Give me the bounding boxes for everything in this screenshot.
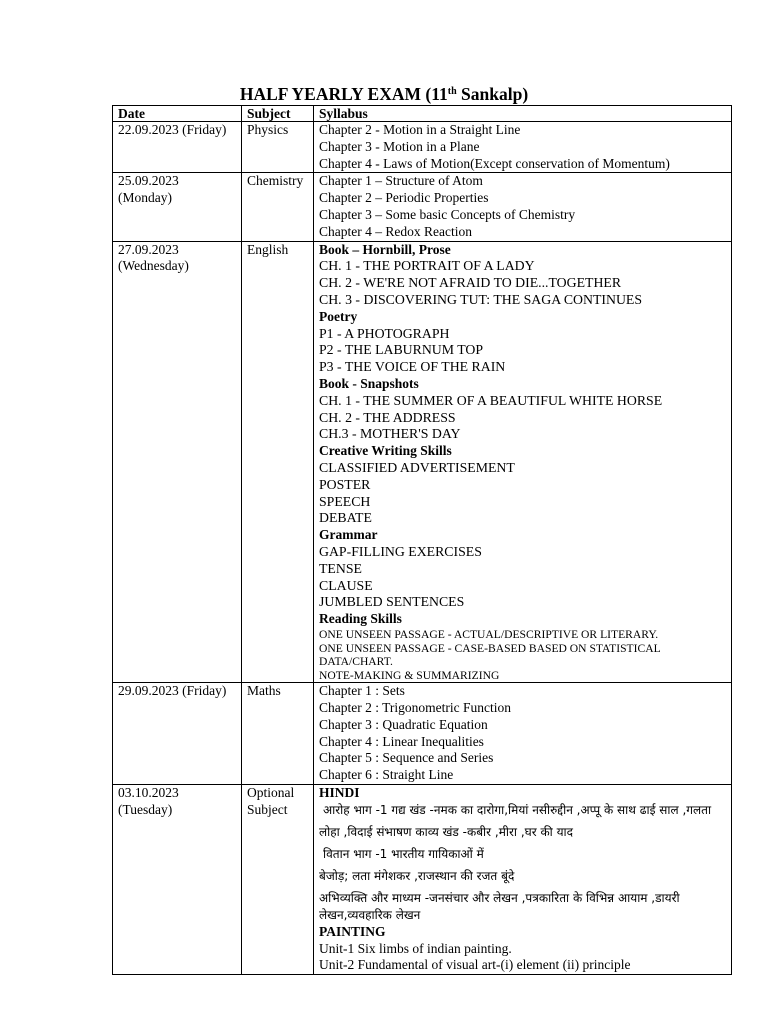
syllabus-cell-line: CH. 1 - THE PORTRAIT OF A LADY	[319, 258, 535, 274]
syllabus-cell	[314, 241, 732, 683]
syllabus-cell	[314, 122, 732, 173]
syllabus-cell-line: Chapter 4 - Laws of Motion(Except conservation of Momentum)	[319, 155, 670, 171]
date-header: Date	[113, 106, 242, 122]
syllabus-cell-line: ONE UNSEEN PASSAGE - ACTUAL/DESCRIPTIVE OR LITERARY.	[319, 627, 659, 641]
syllabus-cell-line: SPEECH	[319, 493, 371, 509]
syllabus-cell-line: CH. 1 - THE SUMMER OF A BEAUTIFUL WHITE HORSE	[319, 392, 663, 408]
syllabus-cell-line: GAP-FILLING EXERCISES	[319, 543, 482, 559]
date-cell-line: (Monday)	[118, 190, 172, 206]
date-cell	[113, 683, 242, 785]
date-cell	[113, 122, 242, 173]
exam-schedule-table	[112, 105, 732, 975]
syllabus-cell-line: Poetry	[319, 308, 358, 324]
syllabus-cell-line: Reading Skills	[319, 611, 402, 627]
subject-header: Subject	[242, 106, 314, 122]
syllabus-cell-line: CH. 2 - THE ADDRESS	[319, 409, 456, 425]
date-cell-line: (Wednesday)	[118, 258, 189, 274]
syllabus-cell-line: P1 - A PHOTOGRAPH	[319, 325, 450, 341]
date-cell-line: (Tuesday)	[118, 801, 173, 817]
syllabus-cell-line: CLASSIFIED ADVERTISEMENT	[319, 459, 515, 475]
syllabus-cell-line: POSTER	[319, 476, 371, 492]
syllabus-cell-line: Chapter 3 : Quadratic Equation	[319, 716, 488, 732]
syllabus-cell-line: P3 - THE VOICE OF THE RAIN	[319, 359, 506, 375]
syllabus-cell-line: HINDI	[319, 785, 360, 801]
syllabus-header: Syllabus	[314, 106, 732, 122]
table-row	[113, 241, 732, 683]
syllabus-cell-line: CH. 3 - DISCOVERING TUT: THE SAGA CONTINUES	[319, 291, 643, 307]
subject-cell-line: Chemistry	[247, 173, 304, 189]
subject-cell-line: Subject	[247, 801, 288, 817]
date-cell	[113, 241, 242, 683]
syllabus-cell-line: Unit-2 Fundamental of visual art-(i) element (ii) principle	[319, 957, 631, 973]
syllabus-cell	[314, 683, 732, 785]
subject-cell	[242, 785, 314, 975]
syllabus-cell-line: वितान भाग -1 भारतीय गायिकाओं में	[323, 846, 484, 861]
subject-cell-line: Physics	[247, 122, 289, 137]
schedule-body	[113, 122, 732, 975]
syllabus-cell-line: Chapter 6 : Straight Line	[319, 767, 454, 783]
title-suffix: Sankalp)	[456, 84, 529, 104]
syllabus-cell-line: ONE UNSEEN PASSAGE - CASE-BASED BASED ON STATISTICAL DATA/CHART.	[319, 641, 661, 669]
subject-cell-line: English	[247, 241, 289, 257]
syllabus-cell-line: Unit-1 Six limbs of indian painting.	[319, 940, 512, 956]
syllabus-cell-line: P2 - THE LABURNUM TOP	[319, 342, 484, 358]
syllabus-cell-line: लोहा ,विदाई संभाषण काव्य खंड -कबीर ,मीरा ,घर की याद	[319, 824, 574, 839]
subject-cell	[242, 683, 314, 785]
syllabus-cell-line: Book - Snapshots	[319, 375, 419, 391]
syllabus-cell-line: Chapter 2 - Motion in a Straight Line	[319, 122, 521, 137]
page-title	[0, 84, 768, 105]
syllabus-cell-line: बेजोड़; लता मंगेशकर ,राजस्थान की रजत बूंदे	[319, 868, 515, 883]
syllabus-cell-line: Chapter 3 - Motion in a Plane	[319, 138, 480, 154]
syllabus-cell-line: Chapter 2 : Trigonometric Function	[319, 700, 511, 716]
subject-cell	[242, 241, 314, 683]
table-row	[113, 683, 732, 785]
syllabus-cell-line: Creative Writing Skills	[319, 443, 452, 459]
syllabus-cell-line: Chapter 1 : Sets	[319, 683, 405, 699]
syllabus-cell-line: Chapter 3 – Some basic Concepts of Chemistry	[319, 206, 576, 222]
table-row	[113, 173, 732, 241]
table-row	[113, 785, 732, 975]
syllabus-cell-line: Chapter 4 – Redox Reaction	[319, 223, 472, 239]
syllabus-cell-line: TENSE	[319, 560, 362, 576]
title-prefix: HALF YEARLY EXAM (11	[239, 84, 448, 104]
syllabus-cell-line: Chapter 2 – Periodic Properties	[319, 190, 489, 206]
syllabus-cell-line: अभिव्यक्ति और माध्यम -जनसंचार और लेखन ,पत्रकारिता के विभिन्न आयाम ,डायरी लेखन,व्यवहारिक लेखन	[319, 890, 680, 922]
syllabus-cell-line: PAINTING	[319, 923, 386, 939]
syllabus-cell-line: JUMBLED SENTENCES	[319, 594, 465, 610]
syllabus-cell-line: NOTE-MAKING & SUMMARIZING	[319, 668, 500, 682]
syllabus-cell-line: CH. 2 - WE'RE NOT AFRAID TO DIE...TOGETHER	[319, 275, 622, 291]
syllabus-cell-line: CH.3 - MOTHER'S DAY	[319, 426, 461, 442]
title-superscript: th	[447, 86, 457, 97]
subject-cell	[242, 122, 314, 173]
syllabus-cell-line: Grammar	[319, 527, 378, 543]
subject-cell	[242, 173, 314, 241]
syllabus-cell-line: Chapter 4 : Linear Inequalities	[319, 733, 484, 749]
syllabus-cell	[314, 173, 732, 241]
table-row	[113, 122, 732, 173]
syllabus-cell-line: CLAUSE	[319, 577, 373, 593]
syllabus-cell-line: आरोह भाग -1 गद्य खंड -नमक का दारोगा,मियां नसीरुद्दीन ,अप्पू के साथ ढाई साल ,गलता	[323, 802, 712, 817]
syllabus-cell-line: Book – Hornbill, Prose	[319, 241, 451, 257]
syllabus-cell-line: Chapter 1 – Structure of Atom	[319, 173, 483, 189]
syllabus-cell-line: Chapter 5 : Sequence and Series	[319, 750, 494, 766]
date-cell-line: 03.10.2023	[118, 785, 179, 801]
subject-cell-line: Maths	[247, 683, 281, 699]
date-cell-line: 25.09.2023	[118, 173, 179, 189]
subject-cell-line: Optional	[247, 785, 295, 801]
header-row	[113, 106, 732, 122]
syllabus-cell-line: DEBATE	[319, 510, 372, 526]
date-cell-line: 27.09.2023	[118, 241, 179, 257]
date-cell	[113, 785, 242, 975]
syllabus-cell	[314, 785, 732, 975]
date-cell	[113, 173, 242, 241]
date-cell-line: 29.09.2023 (Friday)	[118, 683, 227, 699]
date-cell-line: 22.09.2023 (Friday)	[118, 122, 227, 137]
